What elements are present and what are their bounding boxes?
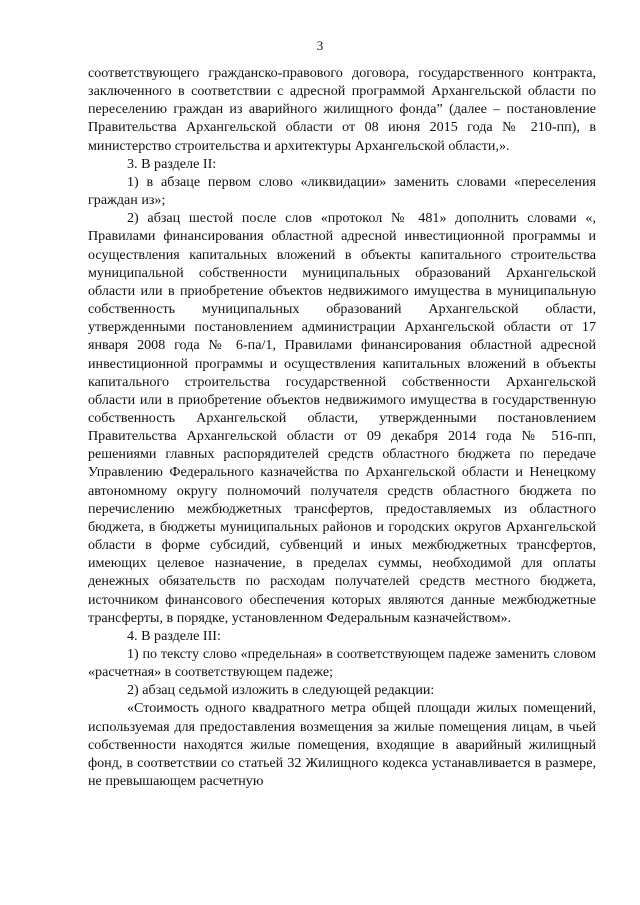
section-heading-item-4: 4. В разделе III:: [127, 627, 221, 644]
section-heading-item-3: 3. В разделе II:: [127, 155, 217, 172]
paragraph-continuation: соответствующего гражданско-правового договора, государственного контракта, заключенного в соответствии с адресной программой Архангельской области по переселению граждан из аварийного жилищного фонда” (далее – постановление Правительства Архангельской области от 08 июня 2015 года № 210-пп), в министерство строительства и архитектуры Архангельской области,».: [88, 65, 596, 154]
paragraph-item-4-1: 1) по тексту слово «предельная» в соответствующем падеже заменить словом «расчетная» в соответствующем падеже;: [88, 646, 596, 681]
paragraph-new-wording: «Стоимость одного квадратного метра общей площади жилых помещений, используемая для предоставления возмещения за жилые помещения лицам, в чьей собственности находятся жилые помещения, входящие в аварийный жилищный фонд, в соответствии со статьей 32 Жилищного кодекса устанавливается в размере, не превышающем расчетную: [88, 700, 596, 790]
page-number: 3: [316, 38, 324, 53]
document-body: [88, 64, 596, 790]
paragraph-item-3-2: 2) абзац шестой после слов «протокол № 481» дополнить словами «, Правилами финансирования областной адресной инвестиционной программы и осуществления капитальных вложений в объекты капитального строительства муниципальной собственности муниципальных образований Архангельской области или в приобретение объектов недвижимого имущества в муниципальную собственность муниципальных образований Архангельской области, утвержденными постановлением администрации Архангельской области от 17 января 2008 года № 6-па/1, Правилами финансирования областной адресной инвестиционной программы и осуществления капитальных вложений в объекты капитального строительства государственной собственности Архангельской области или в приобретение объектов недвижимого имущества в государственную собственность Архангельской области, утвержденными постановлением Правительства Архангельской области от 09 декабря 2014 года № 516-пп, решениями главных распорядителей средств областного бюджета по передаче Управлению Федерального казначейства по Архангельской области и Ненецкому автономному округу полномочий получателя средств областного бюджета по перечислению межбюджетных трансфертов, предоставляемых из областного бюджета, в бюджеты муниципальных районов и городских округов Архангельской области в форме субсидий, субвенций и иных межбюджетных трансфертов, имеющих целевое назначение, в пределах суммы, необходимой для оплаты денежных обязательств по расходам получателей средств местного бюджета, источником финансового обеспечения которых являются данные межбюджетные трансферты, в порядке, установленном Федеральным казначейством».: [88, 210, 596, 626]
paragraph-item-4-2: 2) абзац седьмой изложить в следующей редакции:: [127, 682, 435, 699]
paragraph-item-3-1: 1) в абзаце первом слово «ликвидации» заменить словами «переселения граждан из»;: [88, 173, 596, 209]
